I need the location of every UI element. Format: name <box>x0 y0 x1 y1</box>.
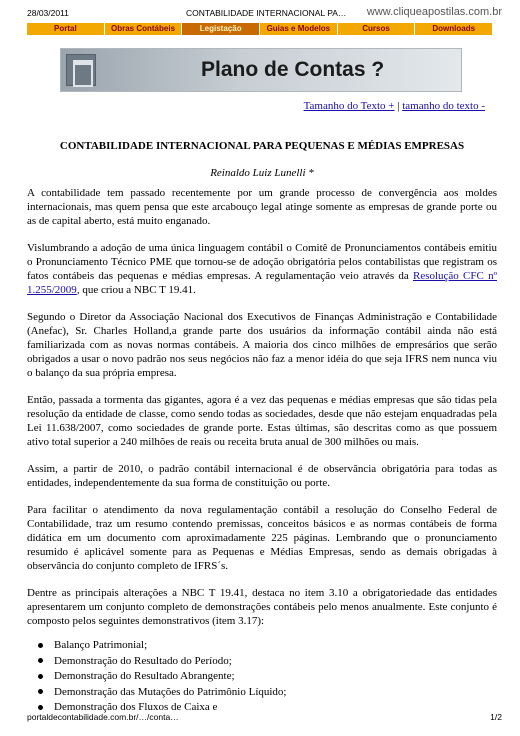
article-author: Reinaldo Luiz Lunelli * <box>210 167 314 179</box>
decrease-text-size-link[interactable]: tamanho do texto - <box>402 100 485 112</box>
increase-text-size-link[interactable]: Tamanho do Texto + <box>303 100 395 112</box>
demonstrativos-list <box>27 638 497 716</box>
nav-item-legislacao[interactable]: Legistação <box>182 23 260 35</box>
list-item: Demonstração do Resultado do Período; <box>35 654 497 670</box>
nav-item-cursos[interactable]: Cursos <box>338 23 416 35</box>
print-page-title: CONTABILIDADE INTERNACIONAL PA… <box>186 8 347 18</box>
resolucao-cfc-link[interactable]: Resolução CFC nº 1.255/2009 <box>27 270 497 296</box>
banner-logo-icon <box>66 54 96 86</box>
article-title: CONTABILIDADE INTERNACIONAL PARA PEQUENAS E MÉDIAS EMPRESAS <box>59 140 465 152</box>
paragraph-7: Dentre as principais alterações a NBC T 19.41, destaca no item 3.10 a obrigatoriedade das entidades apresentarem um conjunto completo de demonstrações contábeis pelo menos anualmente. Este conjunto é composto pelos seguintes demonstrativos (item 3.17): <box>27 587 497 627</box>
article <box>27 139 497 716</box>
nav-item-downloads[interactable]: Downloads <box>432 24 476 33</box>
banner-title: Plano de Contas ? <box>201 58 385 81</box>
list-item: Demonstração do Resultado Abrangente; <box>35 669 497 685</box>
paragraph-4: Então, passada a tormenta das gigantes, agora é a vez das pequenas e médias empresas que são tidas pela resolução da entidade de classe, como sendo todas as sociedades, desde que não estejam enquadradas pela Lei 11.638/2007, como sociedades de grande porte. Estas últimas, são descritas como as que possuem ativo total superior a 240 milhões de reais ou receita bruta anual de 300 milhões ou mais. <box>27 394 497 448</box>
paragraph-2 <box>27 241 497 297</box>
print-url: portaldecontabilidade.com.br/…/conta… <box>27 712 179 722</box>
text-size-separator: | <box>397 100 400 112</box>
print-footer <box>27 712 502 724</box>
paragraph-1: A contabilidade tem passado recentemente por um grande processo de convergência aos moldes internacionais, mas quem pensa que este arcabouço legal atinge somente as empresas de grande porte ou as de capital aberto, está muito enganado. <box>27 187 497 227</box>
print-date: 28/03/2011 <box>27 8 69 18</box>
paragraph-2-text-after: , que criou a NBC T 19.41. <box>76 284 196 296</box>
paragraph-5: Assim, a partir de 2010, o padrão contábil internacional é de observância obrigatória para todas as entidades, independentemente da sua forma de constituição ou porte. <box>27 463 497 489</box>
list-item: Demonstração das Mutações do Patrimônio Líquido; <box>35 685 497 701</box>
paragraph-3: Segundo o Diretor da Associação Nacional dos Executivos de Finanças Administração e Contabilidade (Anefac), Sr. Charles Holland,a grande parte dos usuários da informação contábil ainda não está familiarizada com as novas normas contábeis. A maioria dos cinco milhões de empresários que serão obrigados a usar o novo padrão nos seus negócios não faz a menor idéia do que seja IFRS nem nunca viu o balanço da sua própria empresa. <box>27 311 497 379</box>
paragraph-6: Para facilitar o atendimento da nova regulamentação contábil a resolução do Conselho Federal de Contabilidade, traz um resumo contendo premissas, conceitos básicos e as normas contábeis de forma didática em um documento com aproximadamente 225 páginas. Lembrando que o pronunciamento resumido é aplicável somente para as Pequenas e Médias Empresas, sendo as demais obrigadas à observância do conjunto completo de IFRS´s. <box>27 504 497 572</box>
main-nav <box>27 23 492 35</box>
list-item: Balanço Patrimonial; <box>35 638 497 654</box>
plano-de-contas-banner[interactable] <box>60 48 462 92</box>
print-header <box>27 8 502 20</box>
list-item: Demonstração dos Fluxos de Caixa e <box>35 700 497 716</box>
nav-item-obras-contabeis[interactable]: Obras Contábeis <box>105 23 183 35</box>
print-page-number: 1/2 <box>490 712 502 722</box>
nav-item-guias-modelos[interactable]: Guias e Modelos <box>260 23 338 35</box>
watermark-site: www.cliqueapostilas.com.br <box>366 6 502 18</box>
paragraph-2-text-before: Vislumbrando a adoção de uma única linguagem contábil o Comitê de Pronunciamentos contábeis emitiu o Pronunciamento Técnico PME que tornou-se de adoção obrigatória pelos contabilistas que registram os fatos contábeis das pequenas e médias empresas. A regulamentação veio através da <box>27 242 497 282</box>
text-size-controls <box>304 100 485 112</box>
nav-item-portal[interactable]: Portal <box>27 23 105 35</box>
